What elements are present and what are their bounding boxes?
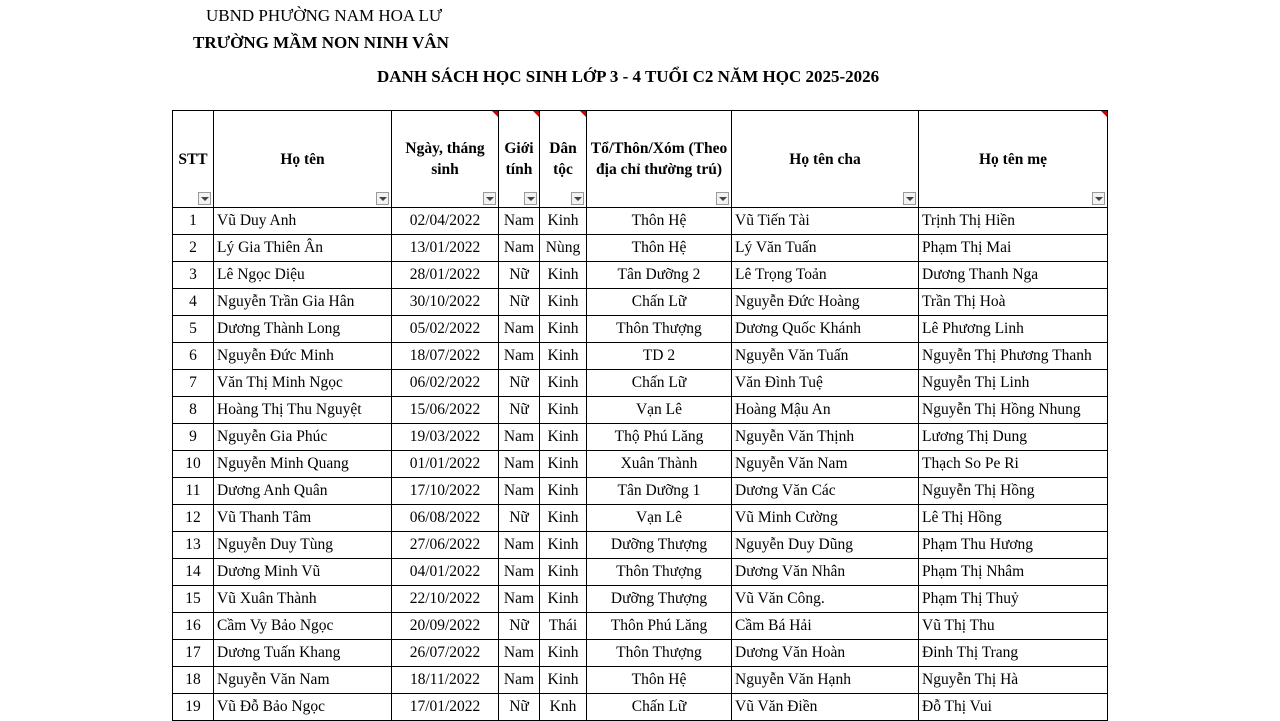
cell-address[interactable]: Xuân Thành [587,451,732,478]
cell-stt[interactable]: 13 [173,532,214,559]
cell-father[interactable]: Hoàng Mậu An [732,397,919,424]
cell-mother[interactable]: Đỗ Thị Vui [919,694,1108,721]
cell-dob[interactable]: 18/07/2022 [392,343,499,370]
cell-name[interactable]: Nguyễn Duy Tùng [214,532,392,559]
table-row [173,316,1108,343]
cell-mother[interactable]: Phạm Thị Mai [919,235,1108,262]
cell-stt[interactable]: 6 [173,343,214,370]
cell-address[interactable]: Tân Dưỡng 1 [587,478,732,505]
table-row [173,505,1108,532]
cell-dob[interactable]: 17/10/2022 [392,478,499,505]
cell-name[interactable]: Vũ Duy Anh [214,208,392,235]
filter-dropdown-icon[interactable] [716,192,729,205]
cell-address[interactable]: Chấn Lữ [587,289,732,316]
table-row [173,586,1108,613]
table-row [173,424,1108,451]
table-row [173,235,1108,262]
cell-gender[interactable]: Nữ [499,262,540,289]
cell-name[interactable]: Vũ Thanh Tâm [214,505,392,532]
col-header-label: Giới tính [504,140,534,178]
cell-gender[interactable]: Nam [499,667,540,694]
cell-address[interactable]: Thôn Thượng [587,559,732,586]
cell-name[interactable]: Dương Thành Long [214,316,392,343]
cell-address[interactable]: Dưỡng Thượng [587,586,732,613]
cell-stt[interactable]: 17 [173,640,214,667]
cell-address[interactable]: Vạn Lê [587,505,732,532]
cell-stt[interactable]: 3 [173,262,214,289]
table-row [173,262,1108,289]
cell-dob[interactable]: 22/10/2022 [392,586,499,613]
cell-father[interactable]: Lê Trọng Toản [732,262,919,289]
col-header-label: STT [178,150,208,168]
cell-name[interactable]: Lý Gia Thiên Ân [214,235,392,262]
cell-address[interactable]: Thôn Hệ [587,667,732,694]
cell-mother[interactable]: Lê Thị Hồng [919,505,1108,532]
cell-name[interactable]: Vũ Đỗ Bảo Ngọc [214,694,392,721]
cell-ethnicity[interactable]: Kinh [540,505,587,532]
cell-father[interactable]: Vũ Văn Điền [732,694,919,721]
cell-address[interactable]: Thôn Hệ [587,235,732,262]
cell-name[interactable]: Vũ Xuân Thành [214,586,392,613]
cell-mother[interactable]: Lê Phương Linh [919,316,1108,343]
cell-father[interactable]: Dương Văn Các [732,478,919,505]
cell-name[interactable]: Nguyễn Gia Phúc [214,424,392,451]
filter-dropdown-icon[interactable] [903,192,916,205]
table-row [173,559,1108,586]
header-row [173,111,1108,208]
cell-name[interactable]: Cầm Vy Bảo Ngọc [214,613,392,640]
cell-address[interactable]: Tân Dưỡng 2 [587,262,732,289]
cell-gender[interactable]: Nữ [499,694,540,721]
cell-father[interactable]: Nguyễn Văn Nam [732,451,919,478]
cell-dob[interactable]: 30/10/2022 [392,289,499,316]
filter-dropdown-icon[interactable] [198,192,211,205]
comment-indicator-icon[interactable] [492,111,498,117]
cell-address[interactable]: Thộ Phú Lăng [587,424,732,451]
cell-gender[interactable]: Nam [499,451,540,478]
cell-mother[interactable]: Trần Thị Hoà [919,289,1108,316]
cell-father[interactable]: Dương Văn Hoàn [732,640,919,667]
cell-father[interactable]: Vũ Văn Công. [732,586,919,613]
col-header-address [587,111,732,208]
cell-ethnicity[interactable]: Kinh [540,343,587,370]
cell-stt[interactable]: 5 [173,316,214,343]
table-row [173,397,1108,424]
filter-dropdown-icon[interactable] [376,192,389,205]
cell-mother[interactable]: Nguyễn Thị Linh [919,370,1108,397]
cell-mother[interactable]: Thạch So Pe Ri [919,451,1108,478]
cell-stt[interactable]: 7 [173,370,214,397]
cell-name[interactable]: Văn Thị Minh Ngọc [214,370,392,397]
cell-stt[interactable]: 10 [173,451,214,478]
cell-mother[interactable]: Phạm Thu Hương [919,532,1108,559]
filter-dropdown-icon[interactable] [1092,192,1105,205]
table-row [173,451,1108,478]
cell-father[interactable]: Vũ Tiến Tài [732,208,919,235]
cell-ethnicity[interactable]: Kinh [540,208,587,235]
cell-gender[interactable]: Nữ [499,370,540,397]
cell-dob[interactable]: 01/01/2022 [392,451,499,478]
cell-mother[interactable]: Vũ Thị Thu [919,613,1108,640]
cell-gender[interactable]: Nam [499,235,540,262]
cell-stt[interactable]: 11 [173,478,214,505]
cell-mother[interactable]: Phạm Thị Thuỷ [919,586,1108,613]
cell-gender[interactable]: Nữ [499,289,540,316]
cell-father[interactable]: Nguyễn Văn Thịnh [732,424,919,451]
cell-address[interactable]: Dưỡng Thượng [587,532,732,559]
table-row [173,478,1108,505]
cell-stt[interactable]: 14 [173,559,214,586]
cell-dob[interactable]: 20/09/2022 [392,613,499,640]
document-title: DANH SÁCH HỌC SINH LỚP 3 - 4 TUỔI C2 NĂM HỌC 2025-2026 [377,67,880,86]
col-header-ethnicity [540,111,587,208]
table-row [173,613,1108,640]
cell-stt[interactable]: 8 [173,397,214,424]
cell-stt[interactable]: 16 [173,613,214,640]
cell-ethnicity[interactable]: Thái [540,613,587,640]
comment-indicator-icon[interactable] [533,111,539,117]
department-name: UBND PHƯỜNG NAM HOA LƯ [206,6,443,25]
filter-dropdown-icon[interactable] [524,192,537,205]
col-header-label: Ngày, tháng sinh [405,140,485,178]
cell-father[interactable]: Dương Quốc Khánh [732,316,919,343]
cell-gender[interactable]: Nam [499,424,540,451]
col-header-dob [392,111,499,208]
cell-father[interactable]: Văn Đình Tuệ [732,370,919,397]
cell-address[interactable]: Thôn Thượng [587,640,732,667]
cell-ethnicity[interactable]: Kinh [540,478,587,505]
cell-ethnicity[interactable]: Kinh [540,559,587,586]
table-row [173,208,1108,235]
cell-father[interactable]: Cầm Bá Hải [732,613,919,640]
col-header-label: Tổ/Thôn/Xóm (Theo địa chỉ thường trú) [590,140,728,178]
cell-dob[interactable]: 27/06/2022 [392,532,499,559]
cell-gender[interactable]: Nữ [499,397,540,424]
cell-name[interactable]: Hoàng Thị Thu Nguyệt [214,397,392,424]
cell-dob[interactable]: 05/02/2022 [392,316,499,343]
cell-father[interactable]: Dương Văn Nhân [732,559,919,586]
cell-gender[interactable]: Nam [499,586,540,613]
cell-ethnicity[interactable]: Kinh [540,397,587,424]
school-name: TRƯỜNG MẦM NON NINH VÂN [193,33,449,52]
cell-mother[interactable]: Nguyễn Thị Hà [919,667,1108,694]
cell-name[interactable]: Dương Anh Quân [214,478,392,505]
cell-ethnicity[interactable]: Knh [540,694,587,721]
cell-dob[interactable]: 06/02/2022 [392,370,499,397]
cell-mother[interactable]: Dương Thanh Nga [919,262,1108,289]
cell-gender[interactable]: Nam [499,640,540,667]
filter-dropdown-icon[interactable] [571,192,584,205]
cell-father[interactable]: Nguyễn Văn Tuấn [732,343,919,370]
cell-father[interactable]: Nguyễn Đức Hoàng [732,289,919,316]
cell-dob[interactable]: 28/01/2022 [392,262,499,289]
cell-dob[interactable]: 13/01/2022 [392,235,499,262]
cell-father[interactable]: Nguyễn Duy Dũng [732,532,919,559]
cell-dob[interactable]: 26/07/2022 [392,640,499,667]
cell-ethnicity[interactable]: Kinh [540,451,587,478]
cell-ethnicity[interactable]: Kinh [540,370,587,397]
cell-stt[interactable]: 9 [173,424,214,451]
col-header-gender [499,111,540,208]
cell-father[interactable]: Nguyễn Văn Hạnh [732,667,919,694]
cell-name[interactable]: Nguyễn Đức Minh [214,343,392,370]
table-row [173,343,1108,370]
filter-dropdown-icon[interactable] [483,192,496,205]
cell-stt[interactable]: 19 [173,694,214,721]
cell-stt[interactable]: 2 [173,235,214,262]
cell-mother[interactable]: Phạm Thị Nhâm [919,559,1108,586]
table-row [173,640,1108,667]
cell-gender[interactable]: Nữ [499,505,540,532]
table-row [173,289,1108,316]
cell-dob[interactable]: 18/11/2022 [392,667,499,694]
cell-ethnicity[interactable]: Kinh [540,289,587,316]
cell-dob[interactable]: 04/01/2022 [392,559,499,586]
cell-address[interactable]: TD 2 [587,343,732,370]
comment-indicator-icon[interactable] [580,111,586,117]
comment-indicator-icon[interactable] [1101,111,1107,117]
cell-name[interactable]: Nguyễn Trần Gia Hân [214,289,392,316]
cell-ethnicity[interactable]: Kinh [540,316,587,343]
cell-father[interactable]: Vũ Minh Cường [732,505,919,532]
cell-dob[interactable]: 19/03/2022 [392,424,499,451]
col-header-label: Họ tên cha [789,150,861,168]
cell-ethnicity[interactable]: Kinh [540,640,587,667]
cell-stt[interactable]: 4 [173,289,214,316]
col-header-name [214,111,392,208]
cell-name[interactable]: Nguyễn Minh Quang [214,451,392,478]
table-row [173,532,1108,559]
cell-mother[interactable]: Nguyễn Thị Hồng [919,478,1108,505]
cell-address[interactable]: Thôn Hệ [587,208,732,235]
cell-gender[interactable]: Nam [499,208,540,235]
cell-mother[interactable]: Nguyễn Thị Hồng Nhung [919,397,1108,424]
cell-stt[interactable]: 18 [173,667,214,694]
cell-ethnicity[interactable]: Kinh [540,667,587,694]
col-header-label: Dân tộc [549,140,577,178]
cell-ethnicity[interactable]: Kinh [540,586,587,613]
cell-ethnicity[interactable]: Kinh [540,532,587,559]
table-row [173,370,1108,397]
table-row [173,667,1108,694]
cell-father[interactable]: Lý Văn Tuấn [732,235,919,262]
cell-dob[interactable]: 15/06/2022 [392,397,499,424]
cell-address[interactable]: Chấn Lữ [587,370,732,397]
cell-gender[interactable]: Nam [499,532,540,559]
cell-mother[interactable]: Lương Thị Dung [919,424,1108,451]
cell-address[interactable]: Thôn Thượng [587,316,732,343]
cell-address[interactable]: Chấn Lữ [587,694,732,721]
cell-stt[interactable]: 15 [173,586,214,613]
cell-mother[interactable]: Nguyễn Thị Phương Thanh [919,343,1108,370]
cell-ethnicity[interactable]: Kinh [540,262,587,289]
cell-ethnicity[interactable]: Kinh [540,424,587,451]
col-header-stt [173,111,214,208]
table-row [173,694,1108,721]
col-header-label: Họ tên mẹ [978,150,1047,168]
cell-stt[interactable]: 1 [173,208,214,235]
cell-dob[interactable]: 02/04/2022 [392,208,499,235]
cell-name[interactable]: Nguyễn Văn Nam [214,667,392,694]
cell-gender[interactable]: Nam [499,478,540,505]
col-header-mother [919,111,1108,208]
cell-name[interactable]: Lê Ngọc Diệu [214,262,392,289]
cell-name[interactable]: Dương Tuấn Khang [214,640,392,667]
col-header-father [732,111,919,208]
cell-gender[interactable]: Nam [499,316,540,343]
cell-dob[interactable]: 06/08/2022 [392,505,499,532]
cell-name[interactable]: Dương Minh Vũ [214,559,392,586]
cell-ethnicity[interactable]: Nùng [540,235,587,262]
cell-gender[interactable]: Nam [499,559,540,586]
cell-dob[interactable]: 17/01/2022 [392,694,499,721]
cell-mother[interactable]: Đinh Thị Trang [919,640,1108,667]
cell-stt[interactable]: 12 [173,505,214,532]
cell-mother[interactable]: Trịnh Thị Hiền [919,208,1108,235]
cell-address[interactable]: Thôn Phú Lăng [587,613,732,640]
col-header-label: Họ tên [280,150,325,168]
cell-gender[interactable]: Nữ [499,613,540,640]
cell-gender[interactable]: Nam [499,343,540,370]
cell-address[interactable]: Vạn Lê [587,397,732,424]
student-list-table [172,110,1108,721]
